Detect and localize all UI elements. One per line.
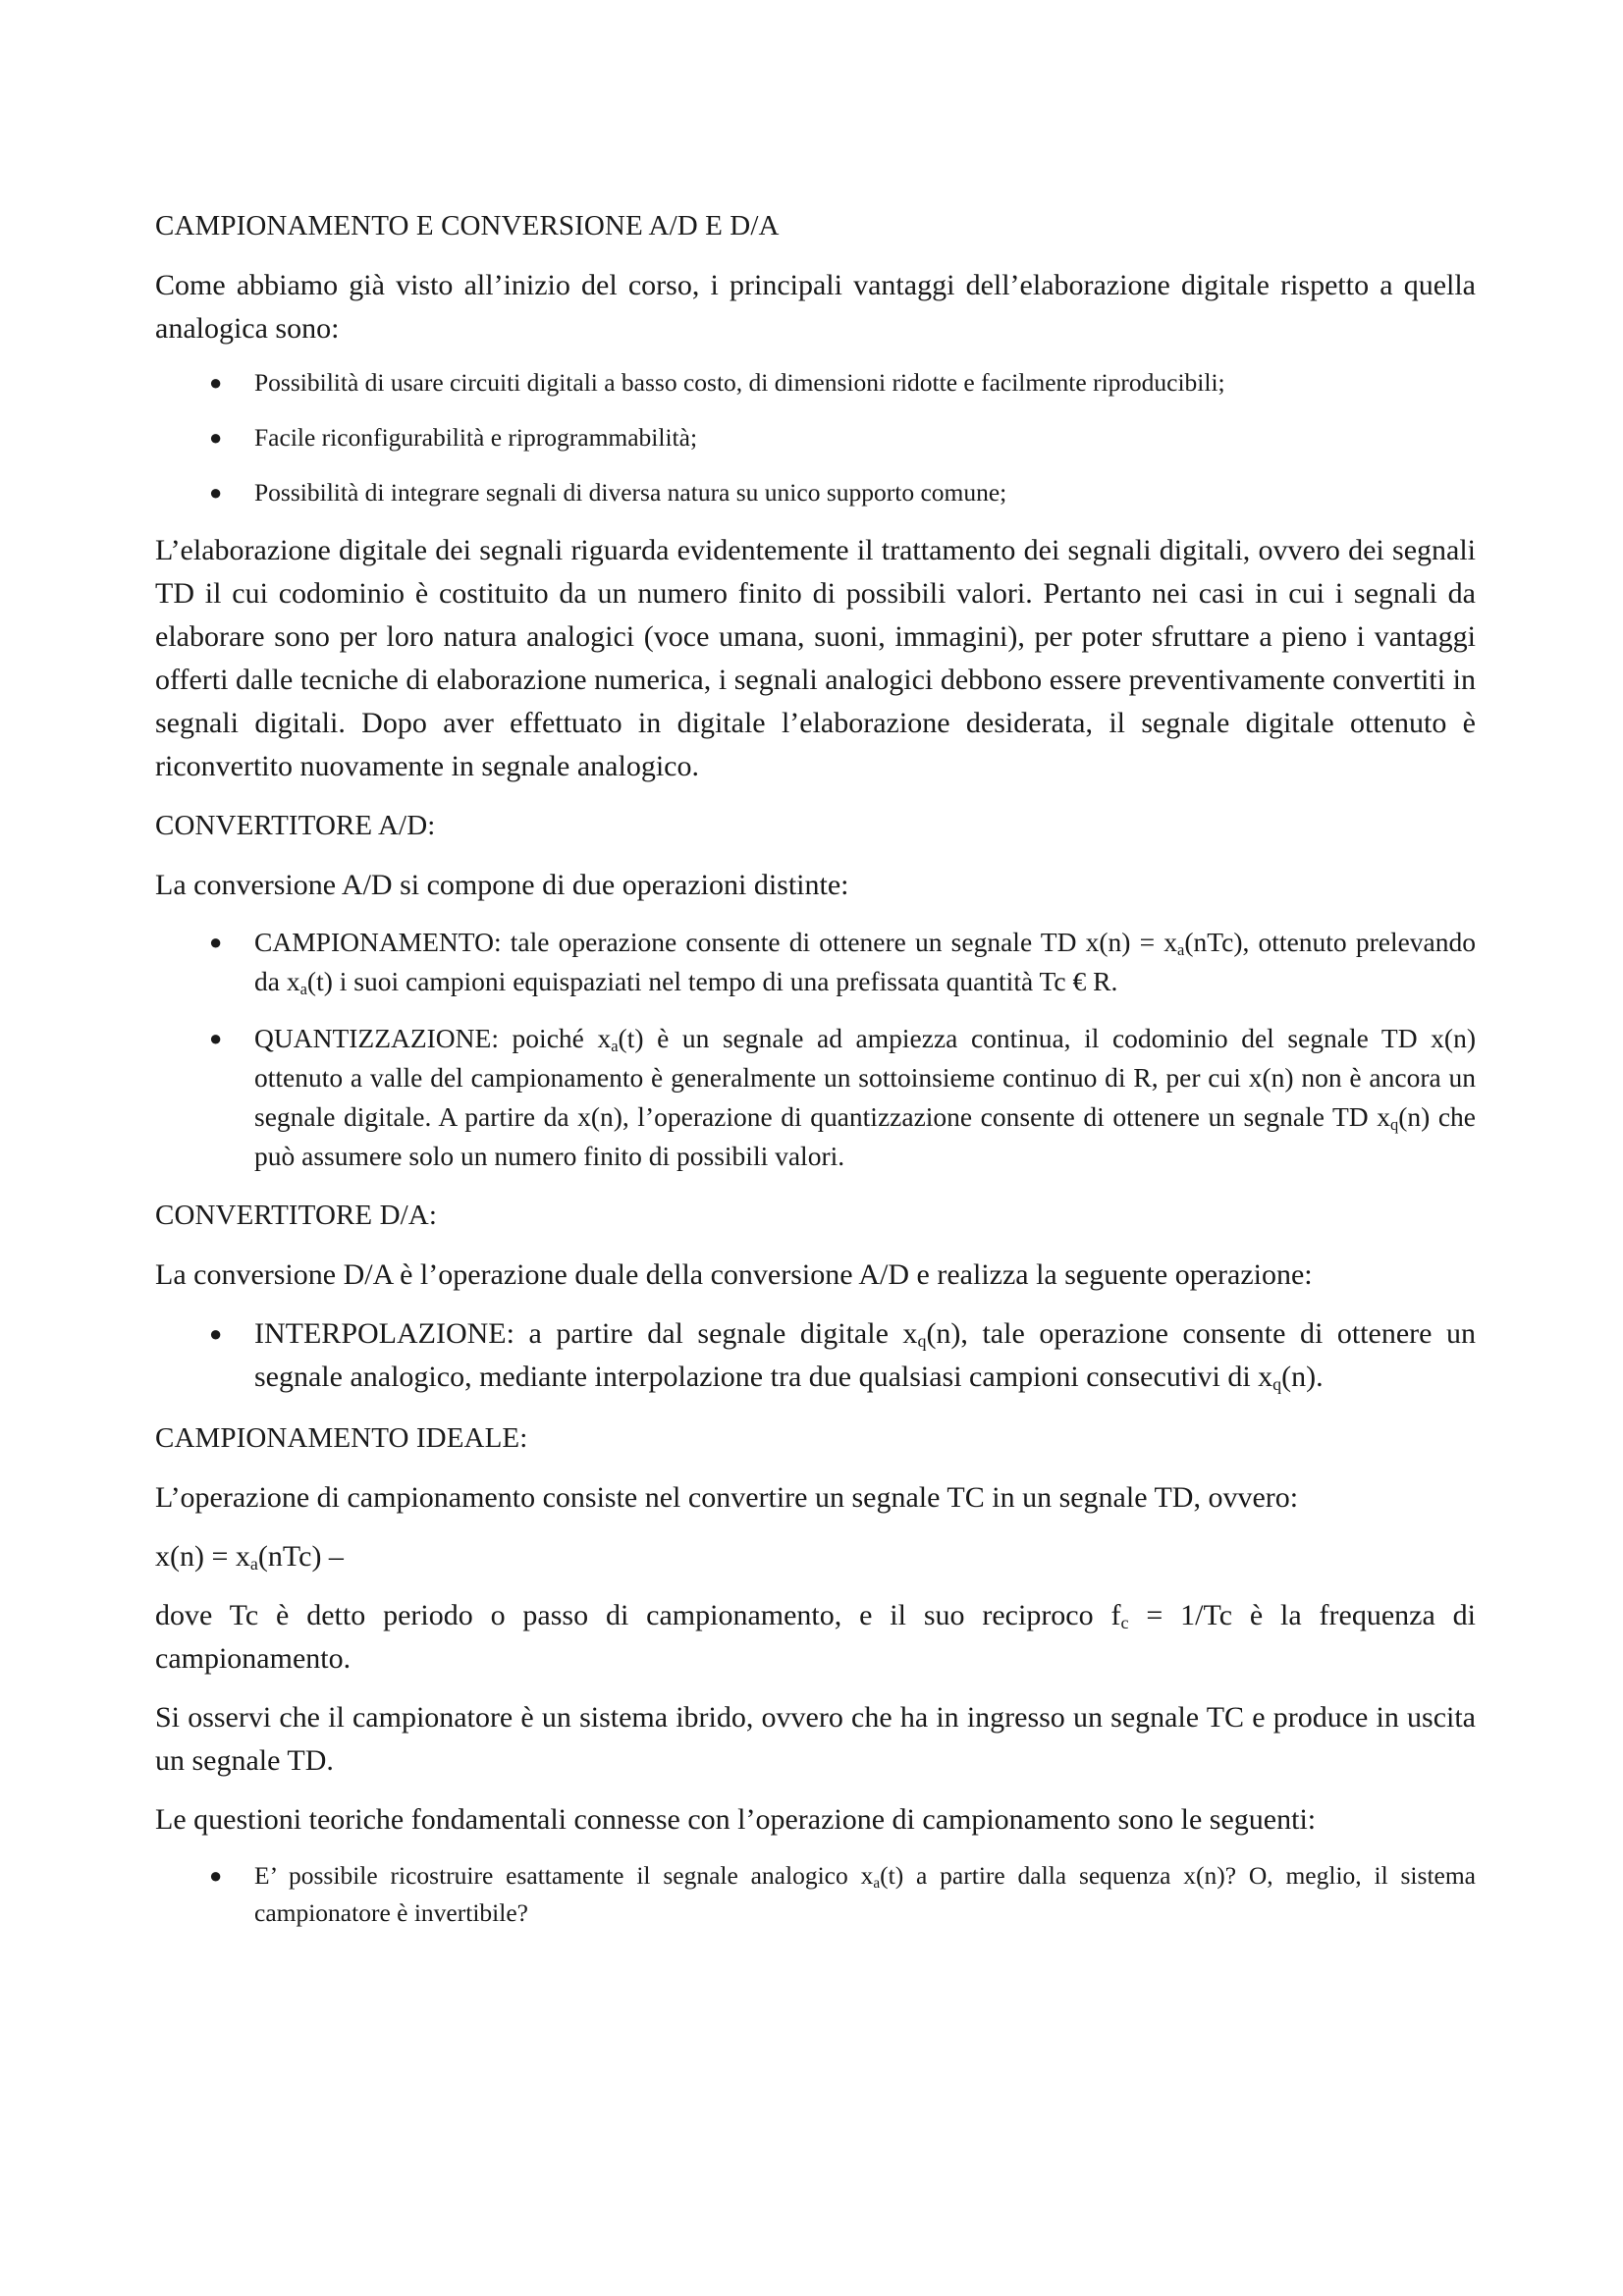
list-item-text: Possibilità di integrare segnali di diversa natura su unico supporto comune; [254, 478, 1007, 507]
list-item [155, 419, 1476, 456]
bullet-icon: ● [209, 930, 223, 954]
questions-list [155, 1857, 1476, 1932]
text-run: CAMPIONAMENTO: tale operazione consente di ottenere un segnale TD x(n) = x [254, 927, 1178, 957]
intro-paragraph: Come abbiamo già visto all’inizio del corso, i principali vantaggi dell’elaborazione digitale rispetto a quella analogica sono: [155, 269, 1476, 345]
bullet-icon: ● [209, 480, 223, 505]
bullet-icon: ● [209, 370, 223, 395]
hybrid-paragraph: Si osservi che il campionatore è un sistema ibrido, ovvero che ha in ingresso un segnale TC e produce in uscita un segnale TD. [155, 1701, 1476, 1777]
ad-intro: La conversione A/D si compone di due operazioni distinte: [155, 869, 849, 901]
subscript: q [1272, 1374, 1282, 1394]
da-heading: CONVERTITORE D/A: [155, 1200, 437, 1231]
bullet-icon: ● [209, 425, 223, 450]
text-run: (n) che può assumere solo un numero finito di possibili valori. [254, 1101, 1476, 1171]
sampling-formula [155, 1535, 1476, 1578]
text-run: E’ possibile ricostruire esattamente il segnale analogico x [254, 1861, 874, 1890]
page-title: CAMPIONAMENTO E CONVERSIONE A/D E D/A [155, 210, 780, 241]
list-item [155, 364, 1476, 401]
ideal-heading: CAMPIONAMENTO IDEALE: [155, 1422, 528, 1454]
period-paragraph [155, 1594, 1476, 1681]
subscript: a [249, 1554, 258, 1574]
subscript: c [1120, 1613, 1129, 1632]
document-body [155, 204, 1476, 1949]
text-run: (n), tale operazione consente di ottenere un segnale analogico, mediante interpolazione tra due qualsiasi campioni consecutivi di x [254, 1317, 1477, 1393]
list-item-text: Possibilità di usare circuiti digitali a basso costo, di dimensioni ridotte e facilmente riproducibili; [254, 368, 1225, 397]
subscript: a [611, 1037, 619, 1055]
list-item-quantizzazione [155, 1019, 1476, 1176]
subscript: a [873, 1875, 881, 1892]
subscript: a [1177, 940, 1185, 959]
ad-heading: CONVERTITORE A/D: [155, 810, 436, 841]
elaborazione-paragraph: L’elaborazione digitale dei segnali riguarda evidentemente il trattamento dei segnali digitali, ovvero dei segnali TD il cui codominio è costituito da un numero finito di possibili valori. Pertanto nei casi in cui i segnali da elaborare sono per loro natura analogici (voce umana, suoni, immagini), per poter sfruttare a pieno i vantaggi offerti dalle tecniche di elaborazione numerica, i segnali analogici debbono essere preventivamente convertiti in segnali digitali. Dopo aver effettuato in digitale l’elaborazione desiderata, il segnale digitale ottenuto è riconvertito nuovamente in segnale analogico. [155, 534, 1476, 782]
text-run: (nTc), ottenuto prelevando da x [254, 927, 1476, 996]
text-run: dove Tc è detto periodo o passo di campionamento, e il suo reciproco f [155, 1599, 1121, 1631]
text-run: = 1/Tc è la frequenza di campionamento. [155, 1599, 1476, 1675]
list-item-text: Facile riconfigurabilità e riprogrammabilità; [254, 423, 698, 452]
text-run: (nTc) – [257, 1540, 344, 1573]
text-run: INTERPOLAZIONE: a partire dal segnale digitale x [254, 1317, 918, 1350]
da-intro: La conversione D/A è l’operazione duale della conversione A/D e realizza la seguente operazione: [155, 1258, 1313, 1291]
bullet-icon: ● [209, 1026, 223, 1050]
list-item-question [155, 1857, 1476, 1932]
list-item-interpolazione [155, 1312, 1476, 1399]
text-run: (t) i suoi campioni equispaziati nel tempo di una prefissata quantità Tc € R. [306, 966, 1118, 996]
text-run: x(n) = x [155, 1540, 250, 1573]
da-operations-list [155, 1312, 1476, 1399]
ad-operations-list [155, 923, 1476, 1176]
ideal-intro: L’operazione di campionamento consiste nel convertire un segnale TC in un segnale TD, ovvero: [155, 1481, 1299, 1514]
advantages-list [155, 364, 1476, 511]
text-run: (t) è un segnale ad ampiezza continua, il codominio del segnale TD x(n) ottenuto a valle del campionamento è generalmente un sottoinsieme continuo di R, per cui x(n) non è ancora un segnale digitale. A partire da x(n), l’operazione di quantizzazione consente di ottenere un segnale TD x [254, 1023, 1476, 1132]
questions-intro: Le questioni teoriche fondamentali connesse con l’operazione di campionamento sono le seguenti: [155, 1803, 1317, 1836]
text-run: (n). [1281, 1361, 1324, 1393]
subscript: q [917, 1331, 927, 1351]
bullet-icon: ● [209, 1863, 223, 1888]
text-run: QUANTIZZAZIONE: poiché x [254, 1023, 612, 1053]
list-item-campionamento [155, 923, 1476, 1001]
text-run: (t) a partire dalla sequenza x(n)? O, meglio, il sistema campionatore è invertibile? [254, 1861, 1476, 1927]
subscript: q [1389, 1115, 1399, 1134]
list-item [155, 474, 1476, 511]
subscript: a [299, 980, 307, 998]
bullet-icon: ● [209, 1321, 223, 1346]
